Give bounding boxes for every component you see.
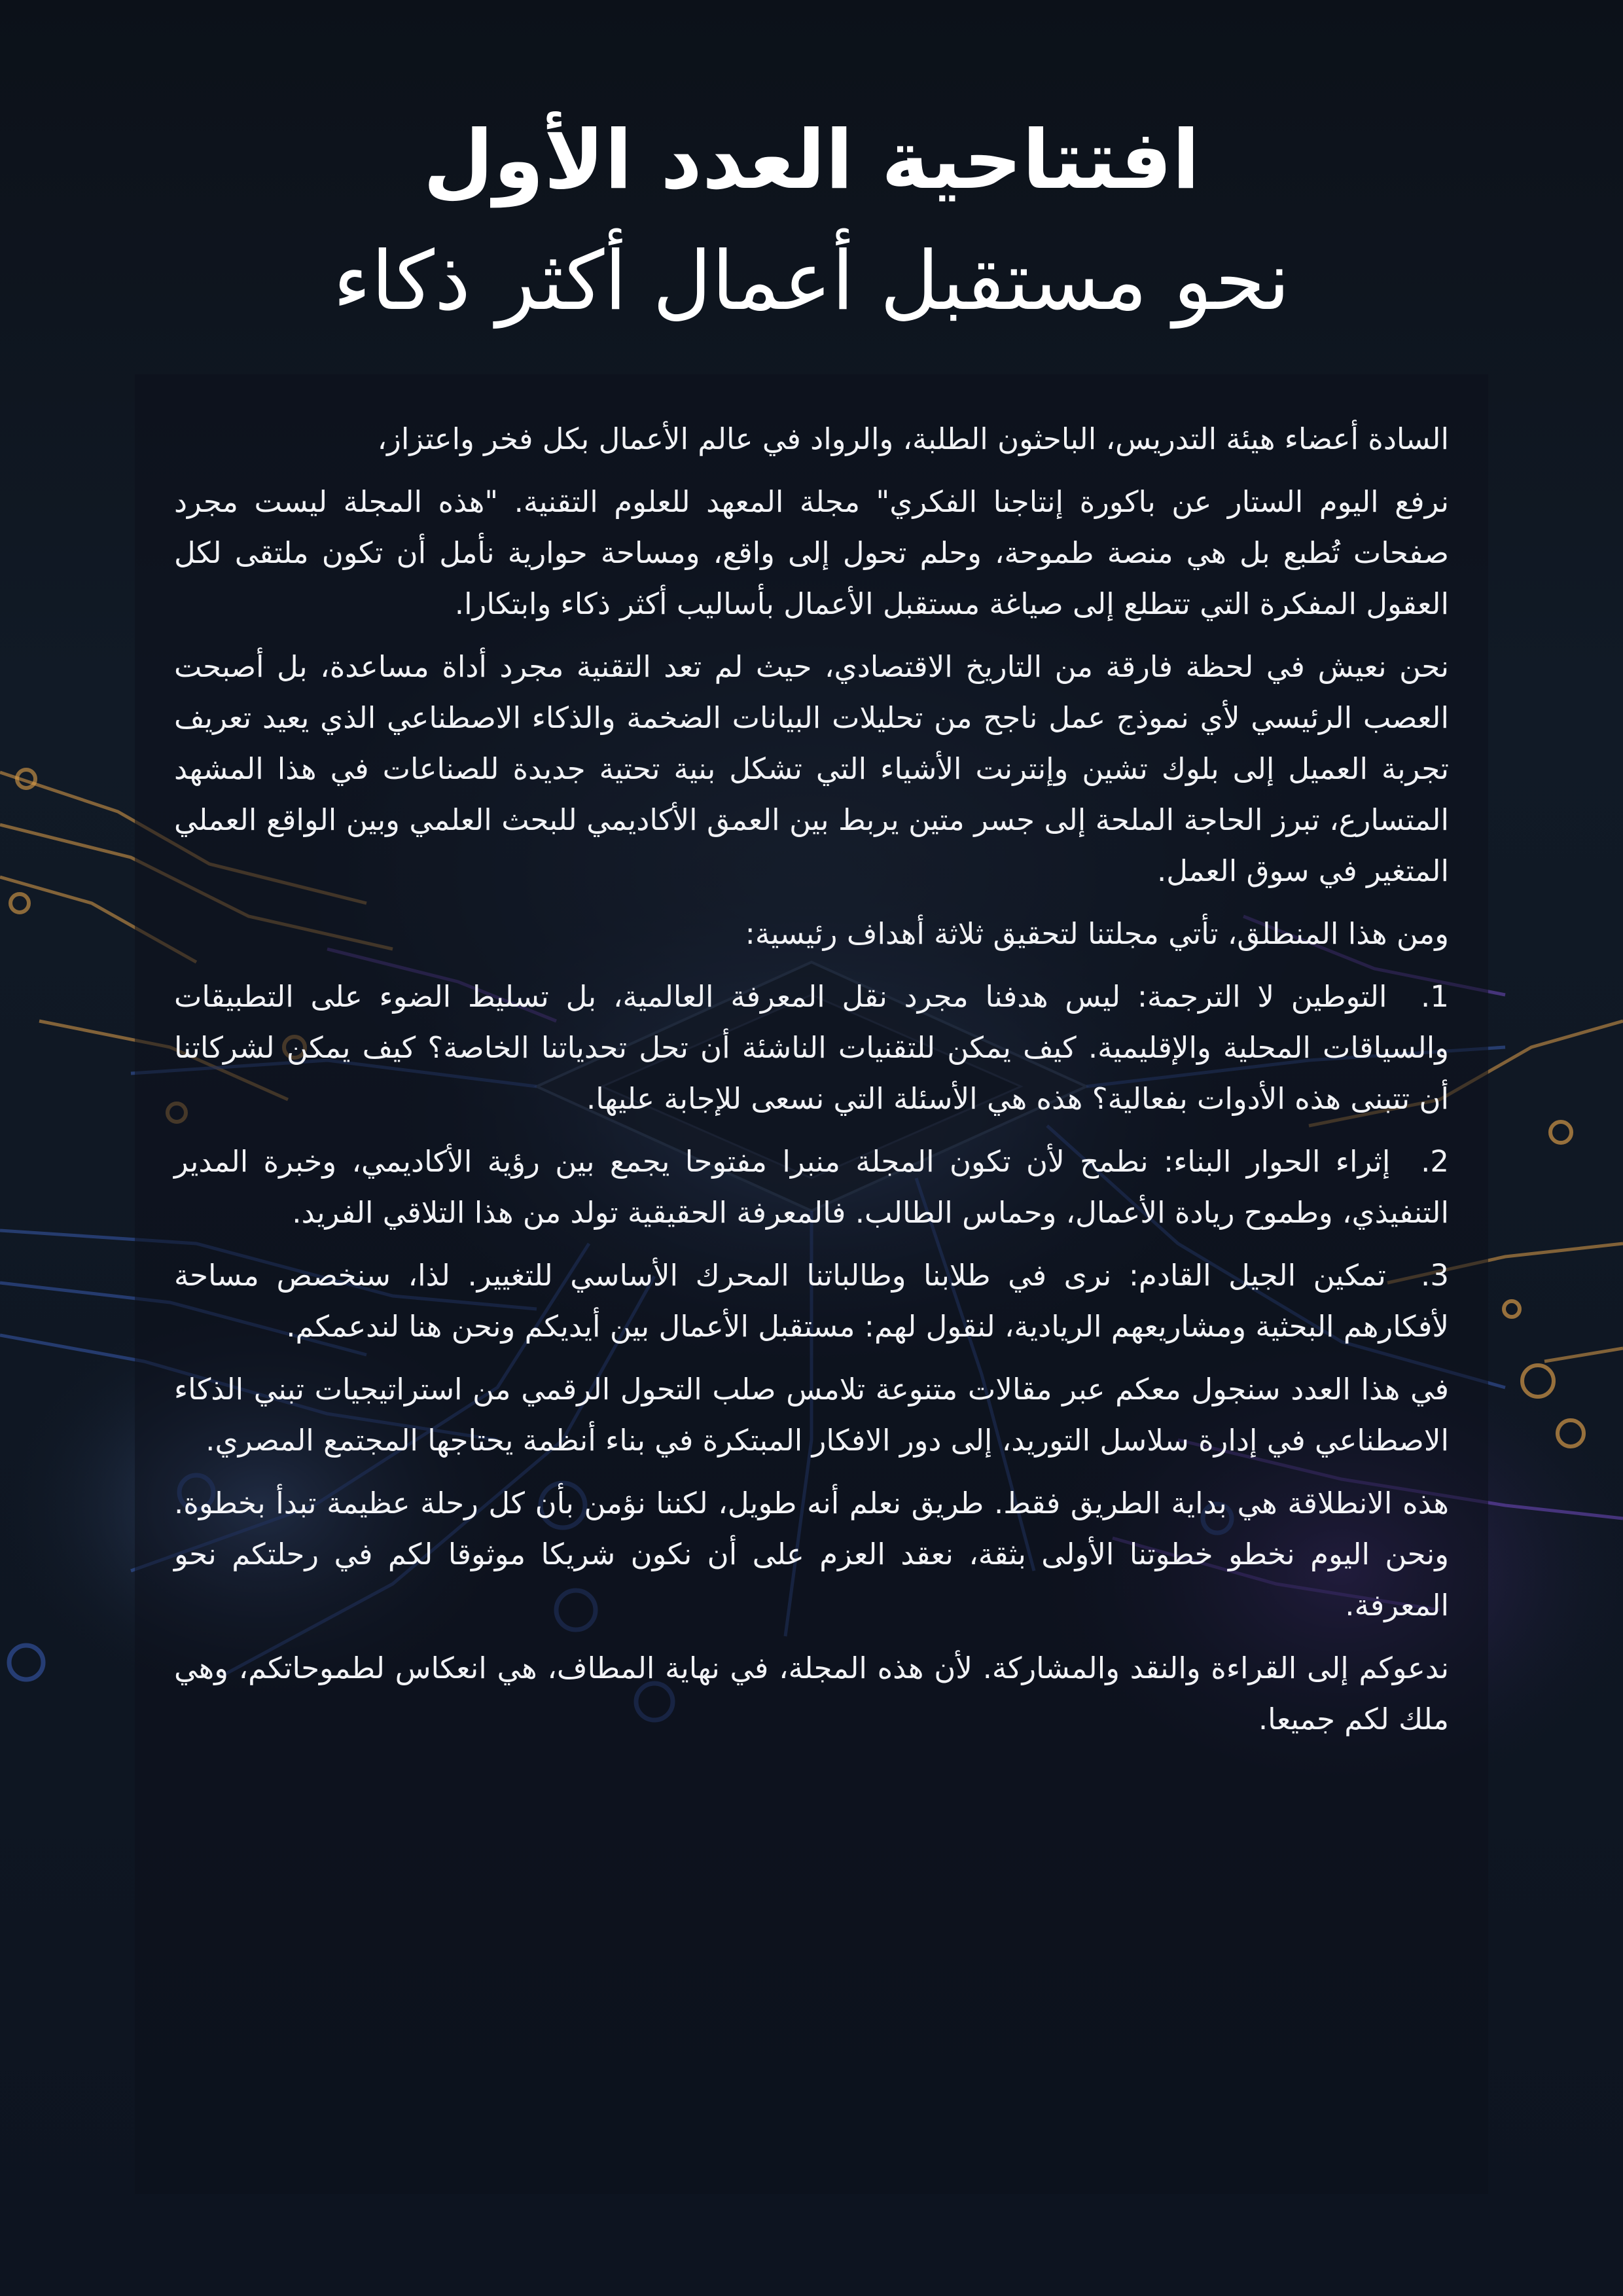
editorial-text-panel — [135, 374, 1488, 2194]
paragraph-invitation: ندعوكم إلى القراءة والنقد والمشاركة. لأن هذه المجلة، في نهاية المطاف، هي انعكاس لطموحاتكم، وهي ملك لكم جميعا. — [174, 1651, 1449, 1736]
paragraph-greeting: السادة أعضاء هيئة التدريس، الباحثون الطلبة، والرواد في عالم الأعمال بكل فخر واعتزاز، — [377, 422, 1449, 456]
goal-item-3 — [174, 1250, 1449, 1352]
paragraph-issue-contents: في هذا العدد سنجول معكم عبر مقالات متنوعة تلامس صلب التحول الرقمي من استراتيجيات تبني الذكاء الاصطناعي في إدارة سلاسل التوريد، إلى دور الافكار المبتكرة في بناء أنظمة يحتاجها المجتمع المصري. — [174, 1372, 1449, 1458]
paragraph-intro: نرفع اليوم الستار عن باكورة إنتاجنا الفكري" مجلة المعهد للعلوم التقنية. "هذه المجلة ليست مجرد صفحات تُطبع بل هي منصة طموحة، وحلم تحول إلى واقع، ومساحة حوارية نأمل أن تكون ملتقى لكل العقول المفكرة التي تتطلع إلى صياغة مستقبل الأعمال بأساليب أكثر ذكاء وابتكارا. — [174, 484, 1449, 621]
goal-item-1 — [174, 971, 1449, 1124]
paragraph-goals-lead: ومن هذا المنطلق، تأتي مجلتنا لتحقيق ثلاثة أهداف رئيسية: — [745, 916, 1449, 951]
paragraph-context: نحن نعيش في لحظة فارقة من التاريخ الاقتصادي، حيث لم تعد التقنية مجرد أداة مساعدة، بل أصبحت العصب الرئيسي لأي نموذج عمل ناجح من تحليلات البيانات الضخمة والذكاء الاصطناعي الذي يعيد تعريف تجربة العميل إلى بلوك تشين وإنترنت الأشياء التي تشكل بنية تحتية جديدة للصناعات في هذا المشهد المتسارع، تبرز الحاجة الملحة إلى جسر متين يربط بين العمق الأكاديمي للبحث العلمي وبين الواقع العملي المتغير في سوق العمل. — [174, 649, 1449, 888]
goal-number: 1. — [1421, 979, 1449, 1014]
title-main: افتتاحية العدد الأول — [423, 113, 1200, 207]
paragraph-launch: هذه الانطلاقة هي بداية الطريق فقط. طريق نعلم أنه طويل، لكننا نؤمن بأن كل رحلة عظيمة تبدأ بخطوة. ونحن اليوم نخطو خطوتنا الأولى بثقة، نعقد العزم على أن نكون شريكا موثوقا لكم في رحلتكم نحو المعرفة. — [174, 1486, 1449, 1623]
goal-number: 2. — [1421, 1144, 1450, 1179]
goal-text: التوطين لا الترجمة: ليس هدفنا مجرد نقل المعرفة العالمية، بل تسليط الضوء على التطبيقات والسياقات المحلية والإقليمية. كيف يمكن للتقنيات الناشئة أن تحل تحدياتنا الخاصة؟ كيف يمكن لشركاتنا أن تتبنى هذه الأدوات بفعالية؟ هذه هي الأسئلة التي نسعى للإجابة عليها. — [174, 979, 1449, 1116]
editorial-body — [174, 414, 1449, 1745]
goal-item-2 — [174, 1136, 1449, 1238]
goal-text: تمكين الجيل القادم: نرى في طلابنا وطالباتنا المحرك الأساسي للتغيير. لذا، سنخصص مساحة لأفكارهم البحثية ومشاريعهم الريادية، لنقول لهم: مستقبل الأعمال بين أيديكم ونحن هنا لندعمكم. — [174, 1258, 1449, 1344]
title-subtitle: نحو مستقبل أعمال أكثر ذكاء — [332, 234, 1291, 329]
editorial-title — [0, 105, 1623, 347]
goal-number: 3. — [1421, 1258, 1449, 1293]
goal-text: إثراء الحوار البناء: نطمح لأن تكون المجلة منبرا مفتوحا يجمع بين رؤية الأكاديمي، وخبرة المدير التنفيذي، وطموح ريادة الأعمال، وحماس الطالب. فالمعرفة الحقيقية تولد من هذا التلاقي الفريد. — [174, 1144, 1449, 1230]
